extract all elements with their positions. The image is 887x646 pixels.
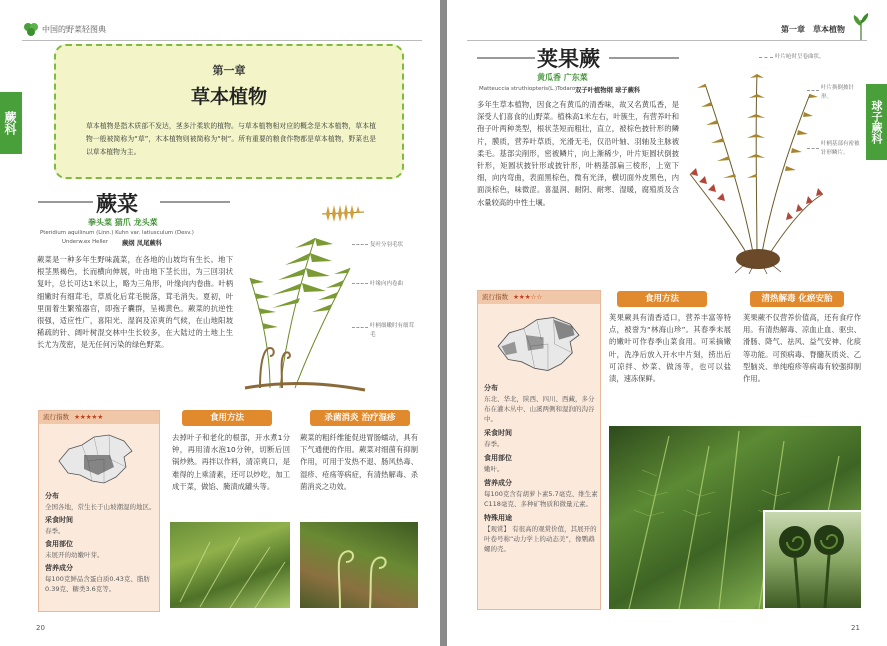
callout-line-1 — [352, 244, 368, 246]
sprout-icon — [851, 12, 871, 40]
china-map — [54, 431, 136, 487]
title-rule-right — [160, 201, 230, 203]
data-label-edible-part: 食用部位 — [45, 540, 73, 548]
left-page — [0, 0, 440, 646]
data-box-right — [477, 290, 601, 610]
data-label-special-use-r: 特殊用途 — [484, 514, 512, 522]
data-value-edible-part: 未展开的幼嫩叶芽。 — [45, 551, 104, 559]
effect-label-right: 清热解毒 化瘀安胎 — [750, 291, 844, 307]
method-text: 去掉叶子和老化的根部，开水煮1分钟，再用清水泡10分钟，切断后回锅炒熟。再拌以作料，清凉爽口，是难得的上乘清素，还可以炒吃，加工成干菜，做馅、腌渍成罐头等。 — [172, 433, 290, 491]
effect-text: 蕨菜的粗纤维能促进胃肠蠕动，具有下气通便的作用。蕨菜对细菌有抑制作用，可用于发热不退、肠风热毒、湿疹、疮疡等病症，有清热解毒、杀菌消炎之功效。 — [300, 433, 418, 491]
page-number-right: 21 — [851, 624, 860, 632]
data-box-title: 流行指数 — [43, 413, 69, 421]
data-label-harvest-time: 采食时间 — [45, 516, 73, 524]
method-label: 食用方法 — [182, 410, 272, 426]
callout-line-r3 — [807, 148, 819, 150]
method-text-right: 荚果蕨具有清香适口，营养丰富等特点，被誉为“林海山珍”。其春季未展的嫩叶可作春季山菜食用。可采摘嫩叶，洗净后放入开水中片刻，捞出后可凉拌、炒菜、做汤等，也可以盐渍，速冻保鲜。 — [609, 313, 731, 384]
data-label-nutrition-r: 营养成分 — [484, 479, 512, 487]
data-value-distribution: 全国各地，常生长于山坡潮湿的地区。 — [45, 503, 156, 511]
side-tab-onoclea-family: 球子蕨科 — [866, 84, 887, 160]
header-chapter: 第一章 — [781, 25, 805, 34]
ostrich-fern-illustration — [685, 54, 825, 274]
side-tab-fern-family: 蕨科 — [0, 92, 22, 154]
plant-description: 蕨菜是一种多年生野味蔬菜，在各地的山坡均有生长。地下根茎黑褐色，长而横向伸展，叶由地下茎长出，为三回羽状复叶，总长可达1米以上，略为三角形，叶缘向内卷曲。叶柄细嫩时有细茸毛，草质化后茸毛脱落，茸毛消失。夏初，叶里面着生繁殖器官，即孢子囊群，呈褐黄色。蕨菜的抗逆性很强，适应性广，喜阳光、湿润及凉爽的气候，在山地阳坡稀疏的针、阔叶树混交林中生长较多，在大陆过的土地上生长尤为茂密，是无任何污染的绿色野菜。 — [37, 255, 233, 350]
plant-name-right: 荚果蕨 — [537, 46, 600, 71]
effect-label: 杀菌消炎 治疗湿疹 — [310, 410, 410, 426]
alt-names-right: 黄瓜香 广东菜 — [537, 73, 588, 82]
header-rule — [22, 40, 422, 41]
header-rule-right — [467, 40, 867, 41]
clover-icon — [22, 21, 40, 37]
chapter-box — [54, 44, 404, 179]
data-sections — [45, 491, 157, 594]
callout-line-r2 — [807, 90, 819, 92]
page-number-left: 20 — [36, 624, 45, 632]
chapter-title: 草本植物 — [190, 86, 267, 108]
fern-illustration — [240, 198, 370, 394]
data-label-harvest-time-r: 采食时间 — [484, 429, 512, 437]
chapter-label: 第一章 — [212, 64, 246, 77]
data-value-nutrition: 每100克鲜品含蛋白质0.43克、脂肪0.39克、糖类3.6克等。 — [45, 575, 150, 593]
plant-description-right: 多年生草本植物，因食之有黄瓜的清香味，故又名黄瓜香，是深受人们喜食的山野菜。植株高1米左右，叶簇生，有营养叶和孢子叶两种类型，根状茎短而粗壮，直立，被棕色披针形的鳞片，膜质，营养叶草质，光滑无毛，仅沿叶轴、羽轴及主脉被柔毛。基部尖削形，密被鳞片，向上渐稀少，叶片矩圆状倒披针形，矩圆状披针形或披针形，叶柄基部扁三棱形，上宽下细，向内弯曲，表面黑棕色，微有光泽，横切面外皮黑色，内面淡棕色，味微涩。喜温润、耐阴、耐寒、湿暖，腐殖质及含水量较高的中性土壤。 — [477, 100, 679, 207]
effect-text-right: 荚果蕨不仅营养价值高，还有食疗作用。有清热解毒、凉血止血、驱虫、滑肠、降气、祛风、益气安神、化痰等功能。可预病毒、脊髓灰质炎、乙型脑炎、单纯疱疹等病毒有较强抑制作用。 — [743, 313, 861, 384]
popularity-stars: ★★★★★ — [74, 413, 104, 421]
callout-2: 叶缘向内卷曲 — [370, 281, 404, 287]
alt-names: 拳头菜 猫爪 龙头菜 — [88, 218, 158, 227]
method-label-right: 食用方法 — [617, 291, 707, 307]
title-rule-left — [38, 201, 93, 203]
title-rule-right-r — [609, 57, 679, 59]
fern-photo-2 — [300, 522, 418, 608]
data-label-edible-part-r: 食用部位 — [484, 454, 512, 462]
popularity-stars-right: ★★★☆☆ — [513, 293, 543, 301]
ostrich-fern-photo — [609, 426, 861, 609]
header-chapter-title: 草本植物 — [813, 25, 845, 34]
callout-right-2: 叶片换倒披针形。 — [821, 85, 855, 100]
latin-name-right: Matteuccia struthiopteris(L.)Todaro — [479, 86, 576, 92]
china-map-right — [492, 313, 584, 375]
data-sections-right — [484, 383, 598, 554]
fern-photo-1 — [170, 522, 290, 608]
title-rule-left-r — [477, 57, 535, 59]
plant-name: 蕨菜 — [96, 191, 138, 216]
header-title: 中国的野菜轻图典 — [42, 25, 106, 34]
callout-line-3 — [352, 327, 368, 329]
callout-line-r1 — [759, 57, 773, 59]
family-name-right: 双子叶植物纲 球子蕨科 — [575, 87, 641, 94]
data-label-nutrition: 营养成分 — [45, 564, 73, 572]
callout-3: 叶柄细嫩时有细茸毛 — [370, 323, 415, 338]
callout-line-2 — [352, 283, 368, 285]
fiddlehead-inset-photo — [763, 510, 861, 609]
data-box-header-right — [478, 291, 600, 304]
data-box-header — [39, 411, 159, 424]
data-value-nutrition-r: 每100克含有胡萝卜素5.7毫克、维生素C118毫克、多种矿物质和微量元素。 — [484, 490, 598, 508]
family-name: 蕨纲 凤尾蕨科 — [122, 240, 162, 247]
data-box-title-right: 流行指数 — [482, 293, 508, 301]
latin-line1: Pteridium aquilinum (Linn.) Kuhn var. latiusculum (Desv.) — [40, 230, 194, 236]
data-value-distribution-r: 东北、华北，陕西、四川、西藏，多分布在灌木丛中、山溪两侧和湿润的沟谷中。 — [484, 395, 595, 423]
chapter-intro: 草本植物是指木质部不发达，茎多汁柔软的植物。与草本植物相对应的概念是木本植物，草本植物一般被简称为“草”，木本植物则被简称为“树”。所有重要的粮食作物都是草本植物，野菜也是以草本植物为主。 — [86, 122, 376, 156]
data-label-distribution: 分布 — [45, 492, 59, 500]
fern-frond-detail — [320, 202, 366, 224]
latin-line2: Underw.ex Heller — [62, 239, 108, 245]
right-page — [447, 0, 887, 646]
data-value-harvest-time: 春季。 — [45, 527, 65, 535]
callout-1: 复叶分羽毛状 — [370, 242, 404, 248]
data-box — [38, 410, 160, 612]
callout-right-1: 叶片呛时呈卷曲状。 — [775, 54, 825, 60]
data-label-distribution-r: 分布 — [484, 384, 498, 392]
data-value-harvest-time-r: 春季。 — [484, 440, 504, 448]
callout-right-3: 叶柄基部有密被针形鳞片。 — [821, 141, 860, 156]
data-value-special-use-r: 【观赏】 有很高的观赏价值，其展开的叶卷号称“动力学上的动态美”，像鹦鹉螺的壳。 — [484, 525, 597, 553]
data-value-edible-part-r: 嫩叶。 — [484, 465, 504, 473]
